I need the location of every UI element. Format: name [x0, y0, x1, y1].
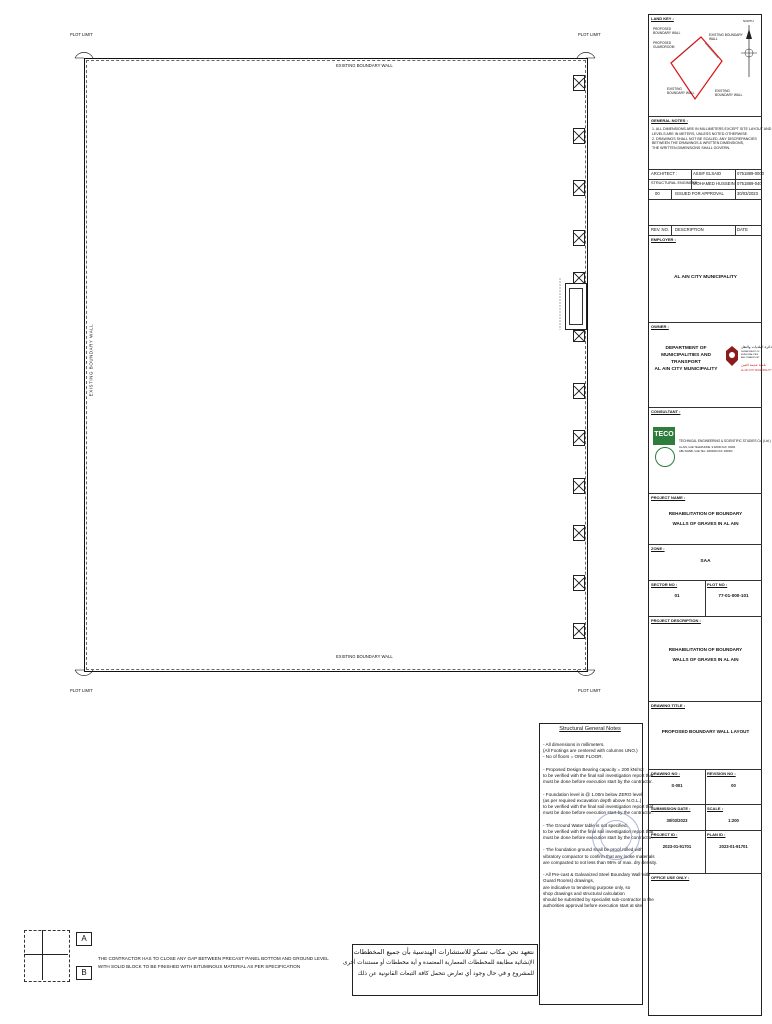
- project-name-1: REHABILITATION OF BOUNDARY: [668, 511, 743, 516]
- consultant-name: TECHNICAL ENGINEERING & SCIENTIFIC STUDIES Co. (Ltd.): [679, 439, 771, 443]
- guard-room: [565, 283, 587, 330]
- sector-label: SECTOR NO :: [651, 582, 678, 587]
- project-desc-1: REHABILITATION OF BOUNDARY: [668, 647, 743, 652]
- arabic-line-2: الإنشائية مطابقة للمخططات المعمارية المعتمدة و أية مخططات أو مستندات أخرى: [342, 960, 534, 966]
- plot-limit-arc-br: [577, 670, 595, 676]
- plot-limit-arc-bl: [75, 670, 93, 676]
- wall-column: [573, 478, 585, 494]
- rev-no-label: REV. NO.: [651, 227, 669, 232]
- general-note-line: BETWEEN THE DRAWINGS & WRITTEN DIMENSIONS,: [652, 141, 745, 146]
- rev-date-value: 30/03/2023: [737, 191, 758, 196]
- note-line: - The foundation ground shall be proof rolled with: [543, 847, 643, 853]
- plan-id-value: 2023-01-91701: [719, 844, 748, 849]
- wall-column: [573, 272, 585, 284]
- wall-label-top: EXISTING BOUNDARY WALL: [336, 63, 393, 68]
- submission-label: SUBMISSION DATE :: [651, 806, 691, 811]
- submission-value: 30/03/2023: [666, 818, 688, 823]
- project-desc-label: PROJECT DESCRIPTION :: [651, 618, 701, 623]
- architect-label: ARCHITECT :: [651, 171, 678, 176]
- note-line: to be verified with the final soil investigation report that: [543, 804, 654, 809]
- note-line: Guard Rooms) drawings,: [543, 878, 595, 884]
- north-label: NORTH: [743, 19, 754, 23]
- project-name-label: PROJECT NAME :: [651, 495, 686, 500]
- key-plan-label: LAND KEY :: [651, 16, 674, 21]
- rev-desc-value: ISSUED FOR APPROVAL: [675, 191, 724, 196]
- architect-name: ASSIF ELSAID: [693, 171, 722, 176]
- general-note-line: 2. DRAWINGS SHALL NOT BE SCALED. ANY DISCREPANCIES: [652, 136, 757, 141]
- title-block: [648, 14, 772, 1016]
- description-label: DESCRIPTION: [675, 227, 704, 232]
- structural-no: 0751889-040: [737, 181, 762, 186]
- drawing-title-value: PROPOSED BOUNDARY WALL LAYOUT: [661, 729, 750, 734]
- consultant-logo: [653, 427, 675, 467]
- zone-value: SAA: [700, 559, 711, 564]
- sector-value: 01: [674, 593, 680, 598]
- note-line: to be verified with the final soil investigation report that: [543, 773, 654, 778]
- project-name-2: WALLS OF GRAVES IN AL AIN: [672, 521, 739, 526]
- plot-value: 77-01-000-101: [718, 593, 749, 598]
- owner-line-1: DEPARTMENT OF: [665, 346, 707, 351]
- structural-label: STRUCTURAL ENGINEER :: [651, 181, 700, 185]
- plot-limit-label-tr: PLOT LIMIT: [578, 32, 601, 37]
- kp-existing-br: EXISTING BOUNDARY WALL: [715, 89, 743, 97]
- employer-value: AL AIN CITY MUNICIPALITY: [674, 275, 737, 280]
- note-line: to be verified with the final soil investigation report that: [543, 828, 654, 834]
- contractor-note-2: WITH SOLID BLOCK TO BE FINISHED WITH BITUMINOUS MATERIAL AS PER SPECIFICATION: [98, 964, 301, 969]
- architect-no: 0751889-0000: [737, 171, 765, 176]
- consultant-logo-text: TECO: [654, 431, 674, 438]
- wall-column: [573, 330, 585, 342]
- note-line: shop drawings and structural calculation: [543, 890, 625, 896]
- wall-column: [573, 525, 585, 541]
- contractor-note-1: THE CONTRACTOR HAS TO CLOSE ANY GAP BETWEEN PRECAST PANEL BOTTOM AND GROUND LEVEL: [98, 956, 329, 961]
- kp-proposed-guardroom: PROPOSED GUARDROOM: [653, 41, 675, 49]
- plot-label: PLOT NO :: [707, 582, 728, 587]
- general-note-line: THE WRITTEN DIMENSIONS SHALL GOVERN.: [652, 146, 731, 151]
- drawing-no-value: S-001: [671, 783, 683, 788]
- arabic-line-1: نتعهد نحن مكاب تسكو للاستشارات الهندسية بأن جميع المخططات: [353, 948, 534, 956]
- kp-proposed-boundary: PROPOSED BOUNDARY WALL: [653, 27, 681, 35]
- zone-label: ZONE :: [651, 546, 665, 551]
- structural-name: MOHAMED HUSSEIN: [693, 181, 735, 186]
- scale-label: SCALE :: [707, 806, 723, 811]
- plan-id-label: PLAN ID :: [707, 832, 726, 837]
- arabic-declaration: [342, 944, 538, 996]
- note-line: must be done before execution start by the contractor.: [543, 779, 653, 785]
- revision-value: 00: [731, 783, 736, 788]
- revision-label: REVISION NO :: [707, 771, 736, 776]
- note-line: authorities approval before execution start at site.: [543, 903, 644, 909]
- wall-column: [573, 128, 585, 144]
- note-line: - The Ground Water table is not specified,: [543, 822, 628, 828]
- project-desc-2: WALLS OF GRAVES IN AL AIN: [672, 657, 739, 662]
- wall-label-left: EXISTING BOUNDARY WALL: [88, 323, 94, 397]
- office-use-label: OFFICE USE ONLY :: [651, 875, 690, 880]
- general-notes-body: [652, 127, 772, 151]
- note-line: - Foundation level is @ 1.00m below ZERO level: [543, 791, 643, 797]
- plot-limit-label-tl: PLOT LIMIT: [70, 32, 93, 37]
- wall-column: [573, 623, 585, 639]
- arabic-line-3: للمشروع و في حال وجود أي تعارض نتحمل كافة التبعات القانونية عن ذلك: [357, 971, 534, 977]
- wall-label-bottom: EXISTING BOUNDARY WALL: [336, 654, 393, 659]
- consultant-contact-1: AL AIN, UAE TELEPHONE: 9 02000 FAX: 02000: [679, 446, 736, 449]
- note-line: - All dimensions in millimeters.: [543, 742, 605, 747]
- general-note-line: 1. ALL DIMENSIONS ARE IN MILLIMETERS EXCEPT SITE LAYOUT AND: [652, 127, 772, 131]
- plot-limit-arc-tl: [75, 52, 93, 58]
- owner-logo: [721, 341, 772, 391]
- note-line: are indicative to tendering purpose only, so: [543, 884, 631, 890]
- owner-label: OWNER :: [651, 324, 669, 329]
- kp-existing-top: EXISTING BOUNDARY WALL: [709, 33, 743, 41]
- drawing-title-label: DRAWING TITLE :: [651, 703, 685, 708]
- note-line: should be submitted by specialist sub-contractor to the: [543, 897, 654, 902]
- owner-line-2: MUNICIPALITIES AND: [661, 353, 711, 358]
- general-note-line: LEVELS ARE IN METERS, UNLESS NOTED OTHERWISE.: [652, 131, 748, 136]
- note-line: vibratory compactor to confirm that any loose materials: [543, 853, 655, 859]
- note-line: (All Footings are centered with columns UNO.): [543, 748, 638, 754]
- owner-line-4: AL AIN CITY MUNICIPALITY: [654, 367, 718, 372]
- note-line: must be done before execution start by the contractor.: [543, 810, 653, 816]
- note-line: - All Pre-cast & Galvanized Steel Boundary Wall with: [543, 872, 650, 878]
- emblem-icon: [723, 345, 741, 367]
- wall-column: [573, 575, 585, 591]
- key-label-b: B: [76, 966, 92, 980]
- key-diagram: [24, 930, 87, 982]
- wall-column: [573, 75, 585, 91]
- date-label: DATE: [737, 227, 748, 232]
- owner-logo-ar: دائرة البلديات والنقل: [741, 345, 772, 349]
- wall-column: [573, 383, 585, 399]
- structural-notes-box: [539, 723, 658, 1005]
- key-label-a: A: [76, 932, 92, 946]
- rev-no-value: 00: [655, 191, 660, 196]
- kp-existing-bl: EXISTING BOUNDARY WALL: [667, 87, 695, 95]
- wall-column: [573, 230, 585, 246]
- note-line: (as per required excavation depth above N.G.L.): [543, 797, 642, 803]
- consultant-label: CONSULTANT :: [651, 409, 681, 414]
- project-id-value: 2023-01-91701: [662, 844, 692, 849]
- general-notes-label: GENERAL NOTES :: [651, 118, 688, 123]
- owner-logo-en2: AL AIN CITY MUNICIPALITY: [741, 369, 772, 372]
- wall-column: [573, 430, 585, 446]
- owner-logo-ar2: بلدية مدينة العين: [741, 363, 766, 367]
- note-line: - No of floors = ONE FLOOR.: [543, 754, 603, 760]
- note-line: - Proposed Design Bearing capacity = 200 kN/m2: [543, 766, 644, 772]
- notes-title: Structural General Notes: [559, 726, 621, 732]
- scale-value: 1:200: [728, 818, 739, 823]
- note-line: are compacted to not less than 95% of max. dry density.: [543, 859, 658, 865]
- wall-column: [573, 180, 585, 196]
- plot-limit-arc-tr: [577, 52, 595, 58]
- drawing-no-label: DRAWING NO :: [651, 771, 680, 776]
- note-line: must be done before execution start by the contractor.: [543, 835, 653, 840]
- consultant-contact-2: ABU DHABI, UAE TEL: 2000000 FAX: 000000: [679, 450, 733, 453]
- owner-line-3: TRANSPORT: [671, 360, 701, 365]
- project-id-label: PROJECT ID :: [651, 832, 678, 837]
- employer-label: EMPLOYER :: [651, 237, 676, 242]
- owner-logo-en: DEPARTMENT OF MUNICIPALITIES AND TRANSPORT: [741, 351, 760, 359]
- plot-limit-label-br: PLOT LIMIT: [578, 688, 601, 693]
- plot-limit-label-bl: PLOT LIMIT: [70, 688, 93, 693]
